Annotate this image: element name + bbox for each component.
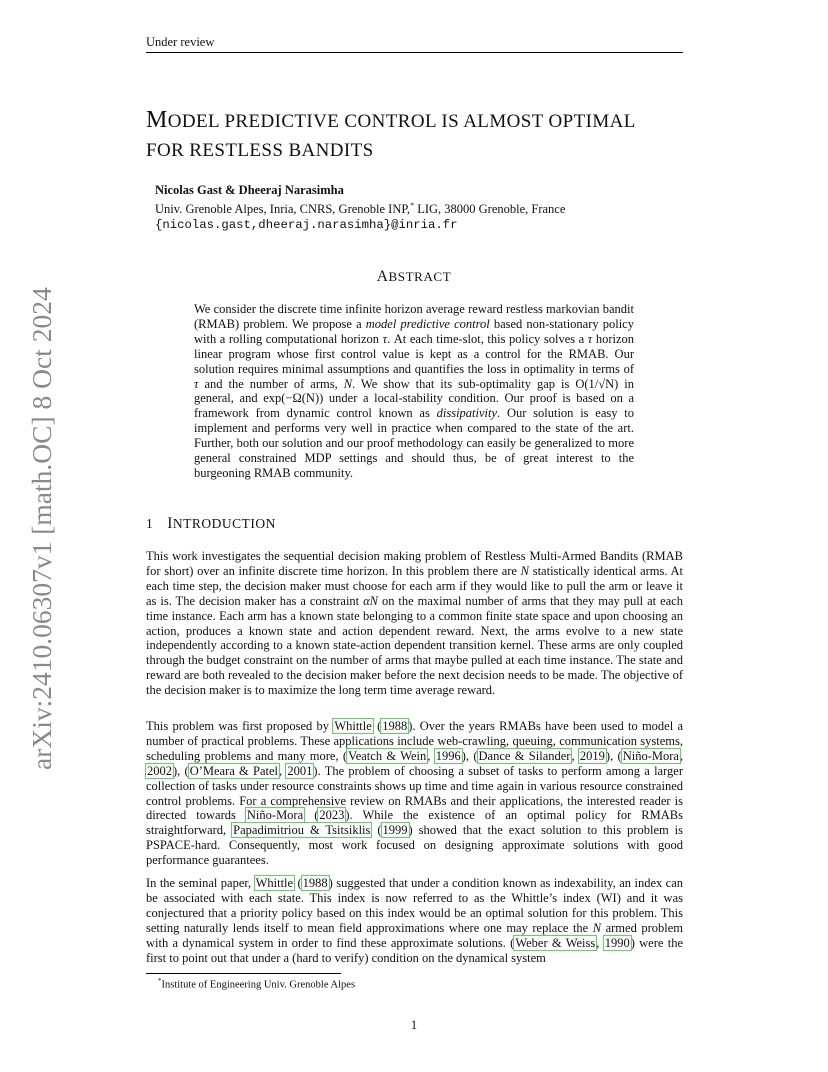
intro-paragraph-3: In the seminal paper, Whittle (1988) suggested that under a condition known as indexability, an index can be associated with each state. This index is now referred to as the Whittle’s index (WI) and it was conjectured that a priority policy based on this index would be an optimal solution for this problem. This setting naturally lends itself to mean field approximations where one may replace the N armed problem with a dynamical system in order to find these approximate solutions. (Weber & Weiss, 1990) were the first to point out that under a (hard to verify) condition on the dynamical system [146,876,683,965]
paper-title [146,106,706,165]
citation-link[interactable]: Veatch & Wein [348,748,427,763]
gap-stable: exp(−Ω(N)) [263,391,324,406]
citation-link[interactable]: Papadimitriou & Tsitsiklis [233,823,371,838]
gap-general: O(1/√N) [575,376,619,391]
author-names: Nicolas Gast & Dheeraj Narasimha [155,183,344,197]
author-affiliation: Univ. Grenoble Alpes, Inria, CNRS, Grenoble INP,* LIG, 38000 Grenoble, France [155,201,566,217]
running-header: Under review [146,35,215,49]
citation-year-link[interactable]: 1988 [302,876,328,890]
author-email[interactable]: {nicolas.gast,dheeraj.narasimha}@inria.fr [155,218,458,233]
citation-year-link[interactable]: 2019 [579,748,605,763]
footnote: *Institute of Engineering Univ. Grenoble Alpes [158,977,356,991]
arxiv-stamp: arXiv:2410.06307v1 [math.OC] 8 Oct 2024 [26,287,57,770]
citation-link[interactable]: Niño-Mora [246,808,304,823]
title-line-2: FOR RESTLESS BANDITS [146,140,374,161]
citation-year-link[interactable]: 1996 [435,748,461,763]
citation-year-link[interactable]: 2023 [319,808,345,823]
citation-year-link[interactable]: 2002 [147,763,172,778]
title-line-1: MODEL PREDICTIVE CONTROL IS ALMOST OPTIMAL [146,107,636,133]
header-rule [146,52,683,53]
page-number: 1 [410,1018,418,1032]
citation-link[interactable]: O’Meara & Patel [189,763,279,778]
abstract-body: We consider the discrete time infinite horizon average reward restless markovian bandit (RMAB) problem. We propose a model predictive control based non-stationary policy with a rolling computational horizon τ. At each time-slot, this policy solves a τ horizon linear program whose first control value is kept as a control for the RMAB. Our solution requires minimal assumptions and quantifies the loss in optimality in terms of τ and the number of arms, N. We show that its sub-optimality gap is O(1/√N) in general, and exp(−Ω(N)) under a local-stability condition. Our proof is based on a framework from dynamic control known as dissipativity. Our solution is easy to implement and performs very well in practice when compared to the state of the art. Further, both our solution and our proof methodology can easily be generalized to more general constrained MDP settings and should thus, be of great interest to the burgeoning RMAB community. [194,302,635,480]
intro-paragraph-2: This problem was first proposed by Whittle (1988). Over the years RMABs have been used to model a number of practical problems. These applications include web-crawling, queuing, communication systems, scheduling problems and many more, (Veatch & Wein, 1996), (Dance & Silander, 2019), (Niño-Mora, 2002), (O’Meara & Patel, 2001). The problem of choosing a subset of tasks to perform among a larger collection of tasks under resource constraints shows up time and time again in various resource constrained control problems. For a comprehensive review on RMABs and their applications, the interested reader is directed towards Niño-Mora (2023). While the existence of an optimal policy for RMABs straightforward, Papadimitriou & Tsitsiklis (1999) showed that the exact solution to this problem is PSPACE-hard. Consequently, most work focused on designing approximate solutions with good performance guarantees. [146,719,684,868]
author-block [155,182,565,233]
section-heading-introduction: 1 INTRODUCTION [146,515,276,532]
citation-year-link[interactable]: 1999 [382,823,408,838]
citation-year-link[interactable]: 1988 [382,719,408,733]
abstract-heading: ABSTRACT [376,268,452,285]
intro-paragraph-1: This work investigates the sequential decision making problem of Restless Multi-Armed Bandits (RMAB for short) over an infinite discrete time horizon. In this problem there are N statistically identical arms. At each time step, the decision maker must choose for each arm if they would like to pull the arm or leave it as is. The decision maker has a constraint αN on the maximal number of arms that they may pull at each time instance. Each arm has a known state belonging to a common finite state space and upon choosing an action, produces a known state and action dependent reward. Next, the arms evolve to a new state independently according to a known state-action dependent transition kernel. These arms are only coupled through the budget constraint on the number of arms that maybe pulled at each time instance. The state and reward are both revealed to the decision maker before the next decision needs to be made. The objective of the decision maker is to maximize the long term time average reward. [146,549,684,698]
citation-year-link[interactable]: 1990 [604,935,630,950]
citation-link[interactable]: Whittle [334,719,372,733]
citation-link[interactable]: Weber & Weiss [515,935,596,950]
citation-link[interactable]: Dance & Silander [478,748,571,763]
footnote-rule [146,973,341,974]
citation-link[interactable]: Niño-Mora [622,748,679,763]
citation-link[interactable]: Whittle [255,876,294,890]
citation-year-link[interactable]: 2001 [287,763,313,778]
